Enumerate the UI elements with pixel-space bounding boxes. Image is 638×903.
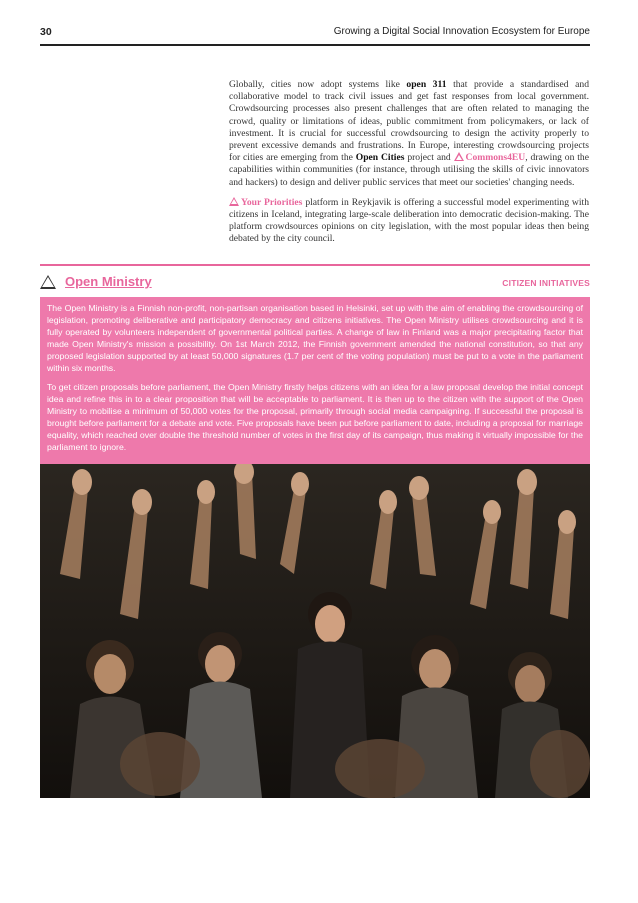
case-study-paragraph-1: The Open Ministry is a Finnish non-profit, non-partisan organisation based in Helsinki, set up with the aim of enabling the crowdsourcing of legislation, promoting deliberative and participatory democracy and citizens initiatives. The Open Ministry utilises crowdsourcing and it is fully operated by volunteers independent of governmental political parties. A change of law in Finland was a major precipitating factor that made Open Ministry's mission a possibility. On 1st March 2012, the Finnish government amended the national constitution, so that any proposed legislation supported by at least 50,000 signatures (1.7 per cent of the voting population) must be put to a vote in the parliament within six months.	[47, 303, 583, 373]
your-priorities-link[interactable]: Your Priorities	[241, 196, 303, 208]
running-title: Growing a Digital Social Innovation Ecosystem for Europe	[333, 26, 590, 37]
case-study-heading	[40, 272, 590, 294]
open-cities-term: Open Cities	[355, 152, 405, 164]
paragraph-your-priorities	[229, 197, 589, 246]
triangle-outline-icon	[40, 275, 56, 289]
text-span: project and	[404, 152, 454, 164]
crowd-photo-illustration	[40, 464, 590, 798]
commons4eu-link[interactable]: Commons4EU	[465, 152, 526, 164]
text-span: that provide a standardised and collaborative model to track civil issues and get fast responses from local government. Crowdsourcing processes also present challenges that are often related to managing the crowd, quality or limitations of ideas, public commitment from policymakers, or lack of investment. It is crucial for successful crowdsourcing to design the activity properly to prevent excessive demands and frustrations. In Europe, interesting crowdsourcing projects for cities are emerging from the	[229, 79, 589, 164]
text-span: platform in Reykjavik is offering a successful model experimenting with citizens in Iceland, integrating large-scale deliberation into democratic decision-making. The platform crowdsources opinions on city legislation, with the most popular ideas then being debated by the city council.	[229, 196, 589, 245]
case-study-paragraph-2: To get citizen proposals before parliament, the Open Ministry firstly helps citizens with an idea for a law proposal develop the initial concept idea and refine this in to a clear proposition that will be acceptable to parliament. It is then up to the citizen with the support of the Open Ministry to mobilise a minimum of 50,000 votes for the proposal, primarily through social media campaigning. If successful the proposal is brought before parliament for a debate and vote. Five proposals have been put before parliament to date, including a proposal for marriage equality, which reached over double the threshold number of votes in the first day of its campaign, thus making it virtually impossible for the parliament to ignore.	[47, 382, 583, 452]
section-divider	[40, 264, 590, 266]
paragraph-open311	[229, 79, 589, 189]
page-header	[40, 26, 590, 46]
triangle-icon	[229, 197, 239, 206]
category-tag: CITIZEN INITIATIVES	[502, 278, 590, 288]
text-span: , drawing on the capabilities within communities (for instance, through utilising the skills of civic innovators and hackers) to design and deliver public services that meet our societies' changing needs.	[229, 152, 589, 188]
case-study-box	[40, 297, 590, 464]
crowd-photo	[40, 464, 590, 798]
triangle-icon	[454, 152, 464, 161]
case-study-title[interactable]: Open Ministry	[65, 274, 152, 289]
page-number: 30	[40, 26, 52, 38]
text-span: Globally, cities now adopt systems like	[229, 79, 407, 90]
body-text-column	[229, 79, 589, 254]
open311-term: open 311	[406, 79, 447, 90]
